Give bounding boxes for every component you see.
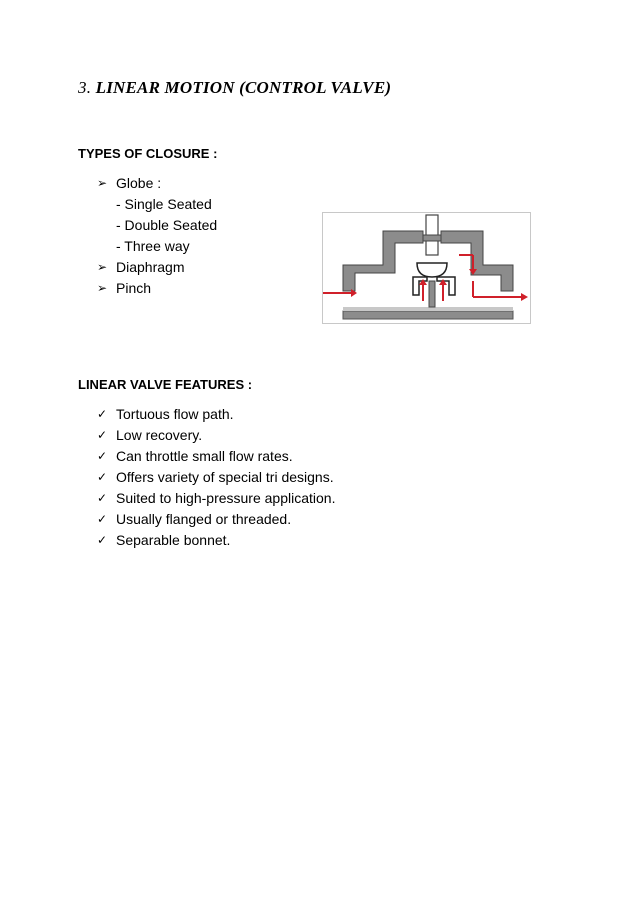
closure-heading: TYPES OF CLOSURE :	[78, 146, 218, 161]
list-item: - Single Seated	[116, 196, 212, 212]
list-item: - Double Seated	[116, 217, 218, 233]
check-bullet-icon: ✓	[97, 491, 108, 505]
list-item: ✓ Tortuous flow path.	[97, 404, 335, 425]
list-item: ➢ Pinch	[97, 278, 217, 299]
features-heading: LINEAR VALVE FEATURES :	[78, 377, 253, 392]
list-item: ✓ Low recovery.	[97, 425, 335, 446]
list-item: ✓ Separable bonnet.	[97, 530, 335, 551]
check-bullet-icon: ✓	[97, 428, 108, 442]
globe-valve-diagram	[322, 212, 531, 324]
arrow-bullet-icon: ➢	[97, 281, 108, 295]
list-item: ➢ Globe :	[97, 173, 217, 194]
list-item: - Three way	[116, 238, 190, 254]
section-title: LINEAR MOTION (CONTROL VALVE)	[95, 78, 392, 97]
list-item: ✓ Usually flanged or threaded.	[97, 509, 335, 530]
globe-valve-illustration	[323, 213, 530, 323]
check-bullet-icon: ✓	[97, 470, 108, 484]
list-item: ✓ Can throttle small flow rates.	[97, 446, 335, 467]
arrow-bullet-icon: ➢	[97, 260, 108, 274]
list-item: ➢ Diaphragm	[97, 257, 217, 278]
list-item: ✓ Offers variety of special tri designs.	[97, 467, 335, 488]
features-list	[97, 404, 335, 551]
list-item: ✓ Suited to high-pressure application.	[97, 488, 335, 509]
check-bullet-icon: ✓	[97, 512, 108, 526]
page-title	[78, 78, 391, 98]
check-bullet-icon: ✓	[97, 449, 108, 463]
section-number: 3.	[78, 78, 92, 97]
check-bullet-icon: ✓	[97, 407, 108, 421]
check-bullet-icon: ✓	[97, 533, 108, 547]
closure-list	[97, 173, 217, 299]
arrow-bullet-icon: ➢	[97, 176, 108, 190]
